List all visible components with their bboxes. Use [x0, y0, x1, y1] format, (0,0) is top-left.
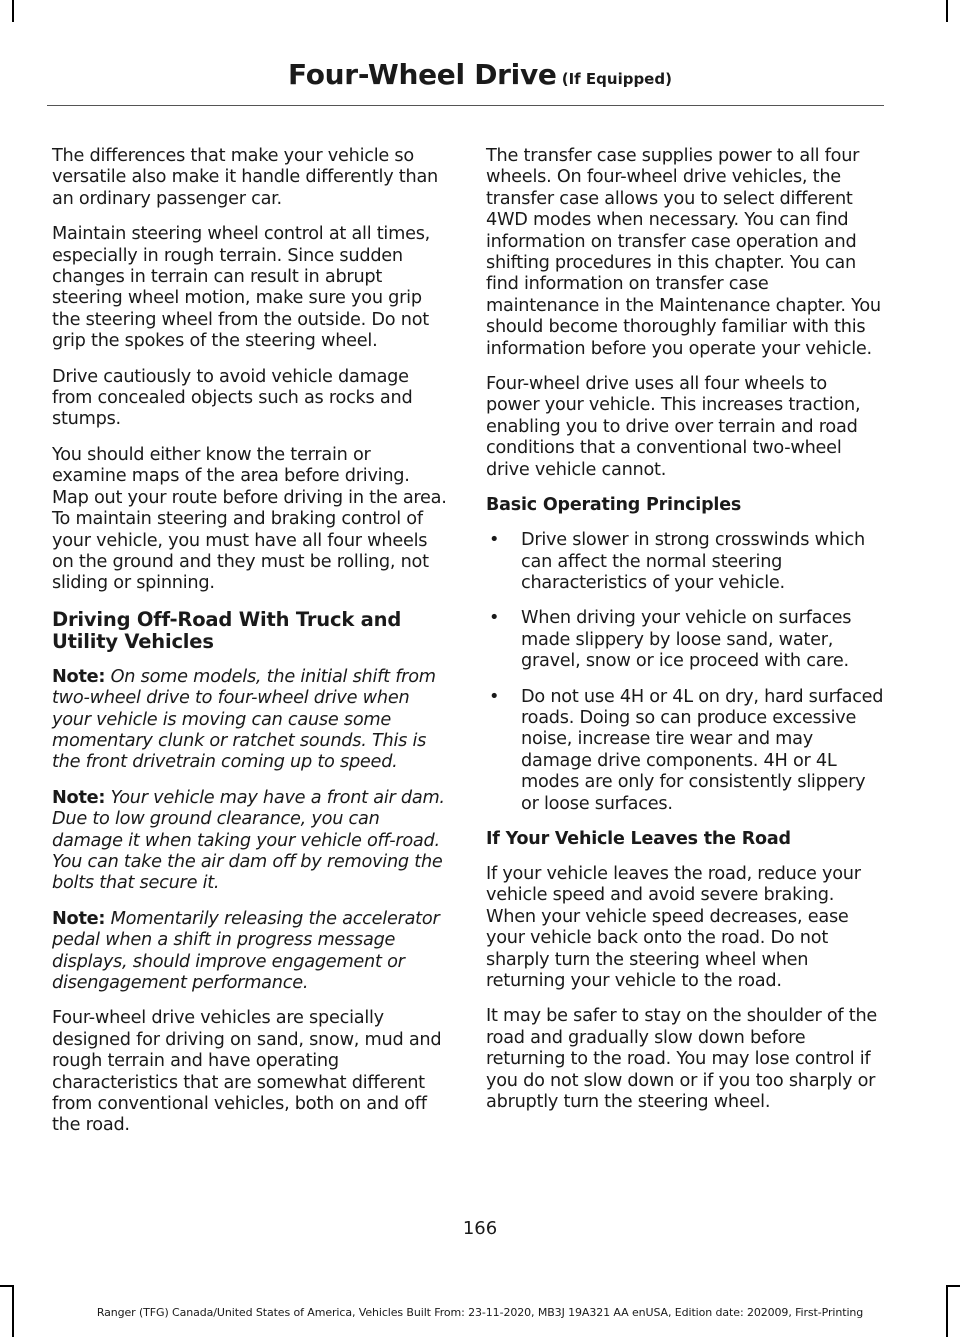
page-number: 166 — [462, 1218, 498, 1239]
bullet-glyph: • — [489, 608, 500, 629]
page-title: Four-Wheel Drive — [288, 58, 557, 91]
crop-mark — [0, 1285, 14, 1287]
left-column — [52, 146, 450, 1151]
list-item-text: Do not use 4H or 4L on dry, hard surfaced roads. Doing so can produce excessive noise, increase tire wear and may damage drive components. 4H or 4L modes are only for consistently slippery or loose surfaces. — [521, 686, 884, 814]
paragraph: Four-wheel drive vehicles are specially designed for driving on sand, snow, mud and rough terrain and have operating characteristics that are somewhat different from conventional vehicles, both on and off the road. — [52, 1008, 442, 1136]
subsection-heading: If Your Vehicle Leaves the Road — [486, 828, 791, 849]
bullet-glyph: • — [489, 530, 500, 551]
right-column — [486, 146, 884, 1127]
list-item-text: When driving your vehicle on surfaces made slippery by loose sand, water, gravel, snow or ice proceed with care. — [521, 608, 852, 672]
bullet-glyph: • — [489, 686, 500, 707]
note — [52, 909, 450, 995]
note-label: Note: — [52, 787, 106, 808]
paragraph: The transfer case supplies power to all four wheels. On four-wheel drive vehicles, the transfer case allows you to select different 4WD modes when necessary. You can find information on transfer case operation and shifting procedures in this chapter. You can find information on transfer case maintenance in the Maintenance chapter. You should become thoroughly familiar with this information before you operate your vehicle. — [486, 146, 881, 359]
note-text: Momentarily releasing the accelerator pedal when a shift in progress message displays, should improve engagement or disengagement performance. — [52, 908, 440, 993]
subsection-heading: Basic Operating Principles — [486, 495, 742, 516]
page-header — [0, 58, 960, 91]
note-text: On some models, the initial shift from two-wheel drive to four-wheel drive when your vehicle is moving can cause some momentary clunk or ratchet sounds. This is the front drivetrain coming up to speed. — [52, 666, 436, 773]
header-divider — [47, 105, 884, 106]
bullet-list — [486, 530, 884, 815]
note — [52, 667, 450, 774]
list-item — [486, 608, 884, 672]
crop-mark — [946, 0, 948, 22]
paragraph: Four-wheel drive uses all four wheels to power your vehicle. This increases traction, enabling you to drive over terrain and road conditions that a conventional two-wheel drive vehicle cannot. — [486, 374, 861, 480]
paragraph: Drive cautiously to avoid vehicle damage from concealed objects such as rocks and stumps. — [52, 366, 413, 430]
page-subtitle: (If Equipped) — [561, 70, 672, 88]
crop-mark — [12, 0, 14, 22]
list-item — [486, 530, 884, 594]
paragraph: It may be safer to stay on the shoulder of the road and gradually slow down before returning to the road. You may lose control if you do not slow down or if you too sharply or abruptly turn the steering wheel. — [486, 1006, 878, 1113]
list-item-text: Drive slower in strong crosswinds which can affect the normal steering characteristics of your vehicle. — [521, 530, 865, 593]
paragraph: You should either know the terrain or examine maps of the area before driving. Map out your route before driving in the area. To maintain steering and braking control of your vehicle, you must have all four wheels on the ground and they must be rolling, not sliding or spinning. — [52, 444, 447, 594]
section-heading: Driving Off-Road With Truck and Utility Vehicles — [52, 607, 402, 653]
note-text: Your vehicle may have a front air dam. Due to low ground clearance, you can damage it when taking your vehicle off-road. You can take the air dam off by removing the bolts that secure it. — [52, 787, 445, 894]
paragraph: If your vehicle leaves the road, reduce your vehicle speed and avoid severe braking. When your vehicle speed decreases, ease your vehicle back onto the road. Do not sharply turn the steering wheel when returning your vehicle to the road. — [486, 863, 861, 991]
note-label: Note: — [52, 908, 106, 929]
list-item — [486, 687, 884, 815]
paragraph: Maintain steering wheel control at all times, especially in rough terrain. Since sudden changes in terrain can result in abrupt steering wheel motion, make sure you grip the steering wheel from the outside. Do not grip the spokes of the steering wheel. — [52, 224, 431, 352]
note — [52, 788, 450, 895]
page-footer: Ranger (TFG) Canada/United States of America, Vehicles Built From: 23-11-2020, MB3J 19A321 AA enUSA, Edition date: 202009, First-Printing — [96, 1306, 864, 1319]
crop-mark — [946, 1285, 960, 1287]
note-label: Note: — [52, 666, 106, 687]
paragraph: The differences that make your vehicle so versatile also make it handle differently than an ordinary passenger car. — [52, 146, 439, 209]
